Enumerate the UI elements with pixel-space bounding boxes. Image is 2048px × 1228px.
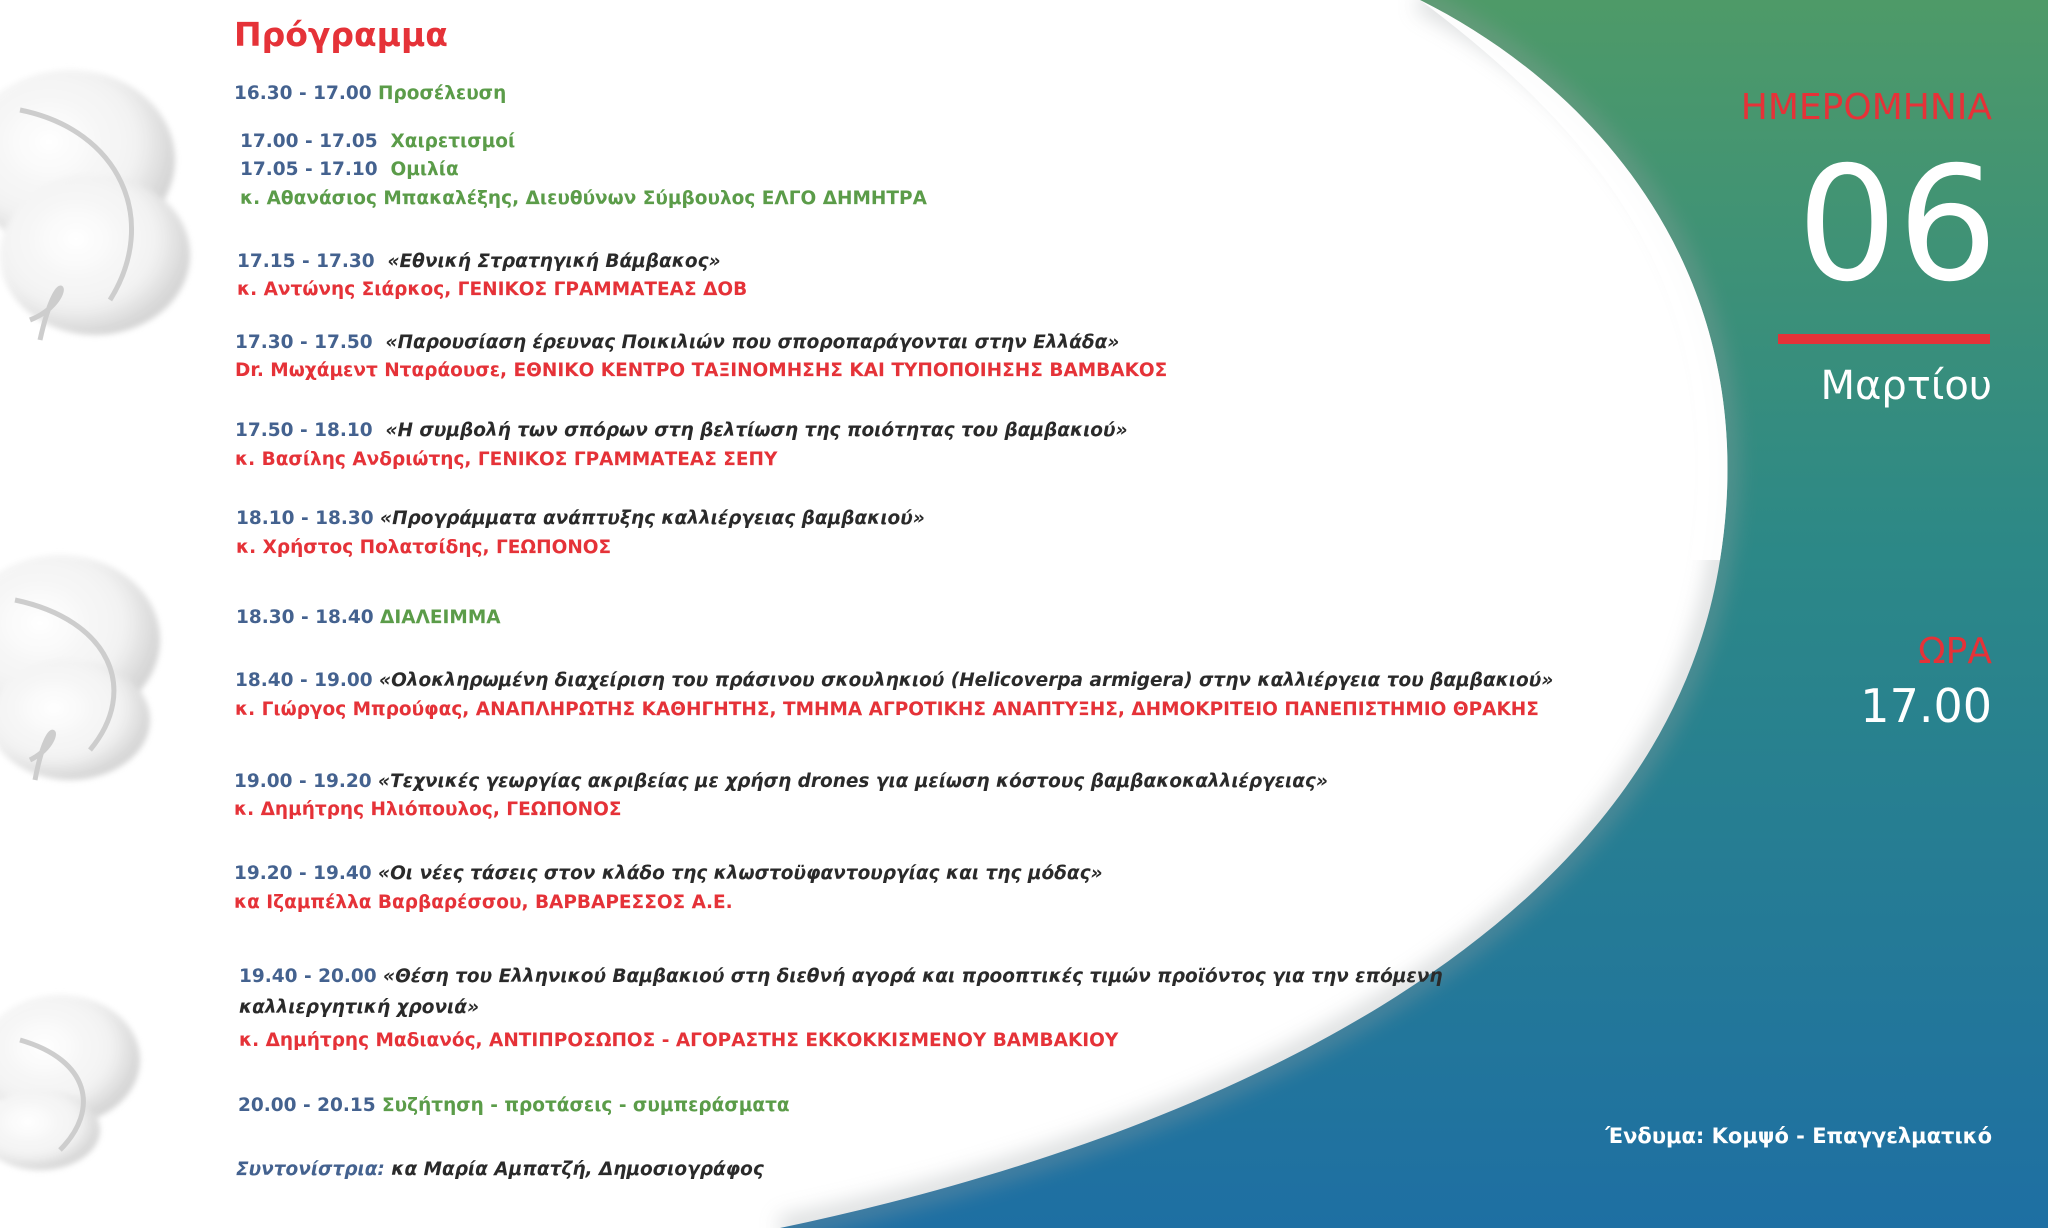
agenda-item — [236, 508, 925, 530]
date-divider — [1778, 334, 1990, 344]
time-value: 17.00 — [1860, 679, 1992, 733]
date-day: 06 — [1796, 133, 1998, 317]
agenda-time: 17.30 - 17.50 — [235, 332, 373, 353]
agenda-item — [236, 607, 501, 629]
agenda-topic: «Εθνική Στρατηγική Βάμβακος» — [387, 251, 721, 272]
agenda-item — [237, 251, 721, 273]
agenda-time: 19.40 - 20.00 — [239, 966, 377, 987]
agenda-item — [235, 670, 1553, 692]
time-label: ΩΡΑ — [1918, 631, 1992, 672]
agenda-time: 17.50 - 18.10 — [235, 420, 373, 441]
agenda-topic: «Οι νέες τάσεις στον κλάδο της κλωστοϋφαντουργίας και της μόδας» — [378, 863, 1103, 884]
agenda-topic: «Τεχνικές γεωργίας ακριβείας με χρήση drones για μείωση κόστους βαμβακοκαλλιέργειας» — [378, 771, 1328, 792]
agenda-time: 18.10 - 18.30 — [236, 508, 374, 529]
moderator-label: Συντονίστρια: — [236, 1159, 385, 1180]
agenda-time: 20.00 - 20.15 — [238, 1095, 376, 1116]
agenda-time: 17.15 - 17.30 — [237, 251, 375, 272]
agenda-item — [234, 771, 1328, 793]
agenda-topic: «Θέση του Ελληνικού Βαμβακιού στη διεθνή αγορά και προοπτικές τιμών προϊόντος για την επόμενη — [383, 966, 1443, 987]
agenda-time: 19.20 - 19.40 — [234, 863, 372, 884]
agenda-topic: «Ολοκληρωμένη διαχείριση του πράσινου σκουληκιού (Helicoverpa armigera) στην καλλιέργεια του βαμβακιού» — [379, 670, 1554, 691]
agenda-speaker: κα Ιζαμπέλλα Βαρβαρέσσου, ΒΑΡΒΑΡΕΣΣΟΣ Α.Ε. — [234, 892, 733, 913]
date-month: Μαρτίου — [1820, 363, 1992, 409]
agenda-topic: Ομιλία — [390, 159, 459, 180]
agenda-time: 16.30 - 17.00 — [234, 83, 372, 104]
agenda-topic: «Η συμβολή των σπόρων στη βελτίωση της ποιότητας του βαμβακιού» — [385, 420, 1128, 441]
agenda-speaker: κ. Δημήτρης Ηλιόπουλος, ΓΕΩΠΟΝΟΣ — [234, 799, 622, 820]
agenda-topic: Χαιρετισμοί — [390, 131, 516, 152]
agenda-topic: ΔΙΑΛΕΙΜΜΑ — [380, 607, 501, 628]
agenda-item — [234, 863, 1103, 885]
date-label: ΗΜΕΡΟΜΗΝΙΑ — [1740, 87, 1992, 128]
agenda-item — [240, 131, 515, 153]
agenda-topic: Προσέλευση — [378, 83, 507, 104]
agenda-item — [240, 159, 459, 181]
agenda-topic: «Παρουσίαση έρευνας Ποικιλιών που σποροπαράγονται στην Ελλάδα» — [385, 332, 1120, 353]
agenda-speaker: Dr. Μωχάμεντ Νταράουσε, ΕΘΝΙΚΟ ΚΕΝΤΡΟ ΤΑΞΙΝΟΜΗΣΗΣ ΚΑΙ ΤΥΠΟΠΟΙΗΣΗΣ ΒΑΜΒΑΚΟΣ — [235, 360, 1168, 381]
agenda-time: 17.00 - 17.05 — [240, 131, 378, 152]
agenda-time: 18.40 - 19.00 — [235, 670, 373, 691]
agenda-time: 18.30 - 18.40 — [236, 607, 374, 628]
agenda-time: 19.00 - 19.20 — [234, 771, 372, 792]
agenda-topic-continued: καλλιεργητική χρονιά» — [239, 997, 479, 1018]
agenda-item — [235, 420, 1128, 442]
agenda-item — [234, 83, 506, 105]
moderator-name: κα Μαρία Αμπατζή, Δημοσιογράφος — [391, 1159, 764, 1180]
agenda-item — [238, 1095, 790, 1117]
agenda-speaker: κ. Χρήστος Πολατσίδης, ΓΕΩΠΟΝΟΣ — [236, 537, 612, 558]
agenda-speaker: κ. Βασίλης Ανδριώτης, ΓΕΝΙΚΟΣ ΓΡΑΜΜΑΤΕΑΣ ΣΕΠΥ — [235, 449, 778, 470]
agenda-time: 17.05 - 17.10 — [240, 159, 378, 180]
agenda-item — [235, 332, 1119, 354]
agenda-speaker: κ. Αθανάσιος Μπακαλέξης, Διευθύνων Σύμβουλος ΕΛΓΟ ΔΗΜΗΤΡΑ — [240, 188, 927, 209]
dress-code: Ένδυμα: Κομψό - Επαγγελματικό — [1605, 1124, 1992, 1148]
moderator — [236, 1159, 764, 1181]
agenda-topic: «Προγράμματα ανάπτυξης καλλιέργειας βαμβακιού» — [380, 508, 925, 529]
agenda-speaker: κ. Δημήτρης Μαδιανός, ΑΝΤΙΠΡΟΣΩΠΟΣ - ΑΓΟΡΑΣΤΗΣ ΕΚΚΟΚΚΙΣΜΕΝΟΥ ΒΑΜΒΑΚΙΟΥ — [239, 1030, 1119, 1051]
page-title: Πρόγραμμα — [234, 15, 448, 54]
agenda-topic: Συζήτηση - προτάσεις - συμπεράσματα — [382, 1095, 790, 1116]
agenda-speaker: κ. Αντώνης Σιάρκος, ΓΕΝΙΚΟΣ ΓΡΑΜΜΑΤΕΑΣ ΔΟΒ — [237, 279, 748, 300]
agenda-speaker: κ. Γιώργος Μπρούφας, ΑΝΑΠΛΗΡΩΤΗΣ ΚΑΘΗΓΗΤΗΣ, ΤΜΗΜΑ ΑΓΡΟΤΙΚΗΣ ΑΝΑΠΤΥΞΗΣ, ΔΗΜΟΚΡΙΤΕΙΟ ΠΑΝΕΠΙΣΤΗΜΙΟ ΘΡΑΚΗΣ — [235, 699, 1539, 720]
agenda-item — [239, 966, 1443, 988]
